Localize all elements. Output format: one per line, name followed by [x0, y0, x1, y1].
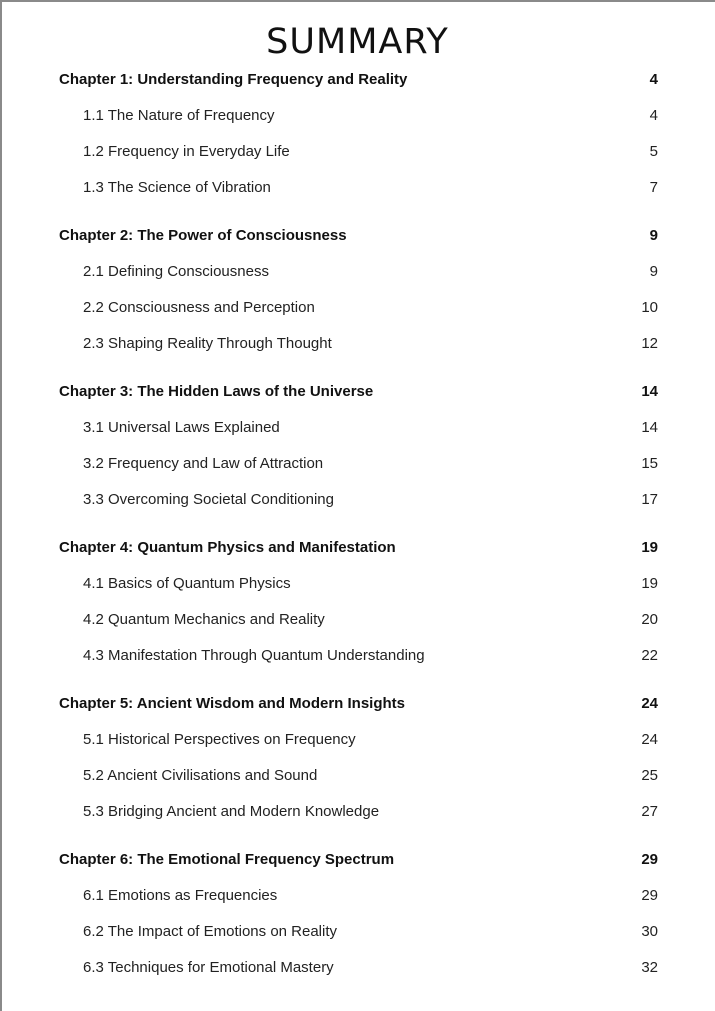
- toc-section-entry[interactable]: [0, 957, 715, 979]
- toc-chapter-entry[interactable]: [0, 381, 715, 403]
- section-page-number: 4: [649, 107, 658, 124]
- toc-section-entry[interactable]: [0, 489, 715, 511]
- chapter-title: Chapter 6: The Emotional Frequency Spectrum: [59, 851, 395, 868]
- chapter-page-number: 19: [641, 539, 658, 556]
- section-page-number: 12: [641, 335, 658, 352]
- toc-section-entry[interactable]: [0, 141, 715, 163]
- section-page-number: 5: [649, 143, 658, 160]
- section-page-number: 30: [641, 923, 658, 940]
- toc-section-entry[interactable]: [0, 105, 715, 127]
- chapter-title: Chapter 1: Understanding Frequency and Reality: [59, 71, 408, 88]
- section-page-number: 19: [641, 575, 658, 592]
- chapter-title: Chapter 5: Ancient Wisdom and Modern Insights: [59, 695, 405, 712]
- toc-section-entry[interactable]: [0, 417, 715, 439]
- section-page-number: 17: [641, 491, 658, 508]
- section-page-number: 15: [641, 455, 658, 472]
- section-title: 1.2 Frequency in Everyday Life: [83, 143, 290, 160]
- section-page-number: 25: [641, 767, 658, 784]
- section-title: 2.1 Defining Consciousness: [83, 263, 269, 280]
- section-page-number: 32: [641, 959, 658, 976]
- toc-section-entry[interactable]: [0, 297, 715, 319]
- toc-section-entry[interactable]: [0, 729, 715, 751]
- section-page-number: 22: [641, 647, 658, 664]
- toc-section-entry[interactable]: [0, 453, 715, 475]
- section-title: 5.1 Historical Perspectives on Frequency: [83, 731, 356, 748]
- section-title: 6.1 Emotions as Frequencies: [83, 887, 278, 904]
- chapter-page-number: 24: [641, 695, 658, 712]
- toc-chapter-entry[interactable]: [0, 225, 715, 247]
- toc-section-entry[interactable]: [0, 921, 715, 943]
- section-page-number: 27: [641, 803, 658, 820]
- section-title: 3.1 Universal Laws Explained: [83, 419, 280, 436]
- toc-section-entry[interactable]: [0, 261, 715, 283]
- section-title: 4.1 Basics of Quantum Physics: [83, 575, 291, 592]
- section-page-number: 10: [641, 299, 658, 316]
- section-title: 3.2 Frequency and Law of Attraction: [83, 455, 324, 472]
- section-page-number: 29: [641, 887, 658, 904]
- section-title: 1.3 The Science of Vibration: [83, 179, 271, 196]
- toc-chapter-entry[interactable]: [0, 849, 715, 871]
- section-page-number: 20: [641, 611, 658, 628]
- section-title: 6.2 The Impact of Emotions on Reality: [83, 923, 338, 940]
- chapter-title: Chapter 4: Quantum Physics and Manifestation: [59, 539, 396, 556]
- toc-section-entry[interactable]: [0, 573, 715, 595]
- toc-section-entry[interactable]: [0, 609, 715, 631]
- toc-section-entry[interactable]: [0, 333, 715, 355]
- chapter-page-number: 14: [641, 383, 658, 400]
- chapter-page-number: 4: [649, 71, 658, 88]
- section-title: 4.3 Manifestation Through Quantum Understanding: [83, 647, 425, 664]
- toc-section-entry[interactable]: [0, 645, 715, 667]
- section-title: 2.3 Shaping Reality Through Thought: [83, 335, 332, 352]
- section-title: 4.2 Quantum Mechanics and Reality: [83, 611, 325, 628]
- toc-section-entry[interactable]: [0, 801, 715, 823]
- section-title: 1.1 The Nature of Frequency: [83, 107, 275, 124]
- chapter-page-number: 9: [649, 227, 658, 244]
- section-page-number: 24: [641, 731, 658, 748]
- toc-chapter-entry[interactable]: [0, 693, 715, 715]
- toc-chapter-entry[interactable]: [0, 537, 715, 559]
- chapter-title: Chapter 3: The Hidden Laws of the Universe: [59, 383, 374, 400]
- toc-section-entry[interactable]: [0, 177, 715, 199]
- section-title: 2.2 Consciousness and Perception: [83, 299, 315, 316]
- toc-section-entry[interactable]: [0, 885, 715, 907]
- section-page-number: 9: [649, 263, 658, 280]
- toc-chapter-entry[interactable]: [0, 69, 715, 91]
- toc-section-entry[interactable]: [0, 765, 715, 787]
- section-title: 3.3 Overcoming Societal Conditioning: [83, 491, 334, 508]
- section-title: 6.3 Techniques for Emotional Mastery: [83, 959, 334, 976]
- section-title: 5.3 Bridging Ancient and Modern Knowledge: [83, 803, 380, 820]
- page-title: SUMMARY: [266, 22, 449, 62]
- section-page-number: 7: [649, 179, 658, 196]
- chapter-title: Chapter 2: The Power of Consciousness: [59, 227, 347, 244]
- chapter-page-number: 29: [641, 851, 658, 868]
- section-page-number: 14: [641, 419, 658, 436]
- section-title: 5.2 Ancient Civilisations and Sound: [83, 767, 318, 784]
